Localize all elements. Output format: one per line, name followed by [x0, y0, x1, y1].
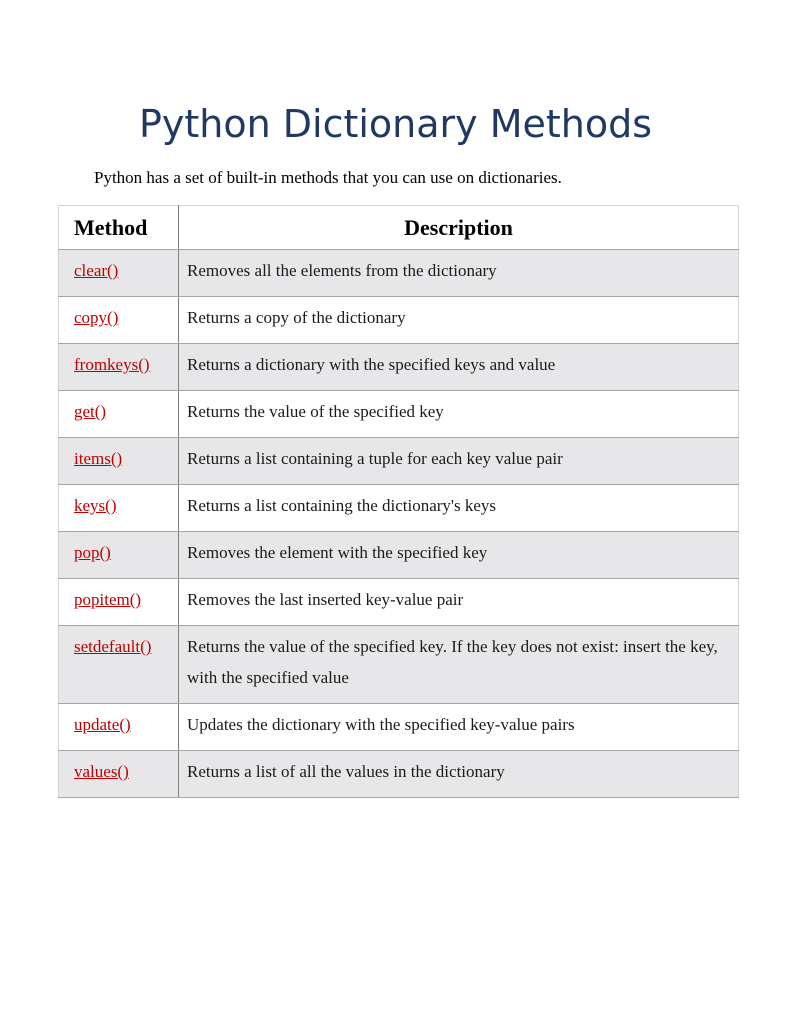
table-row — [59, 751, 739, 798]
method-link-keys[interactable]: keys() — [74, 496, 117, 515]
table-header-row — [59, 206, 739, 250]
method-link-items[interactable]: items() — [74, 449, 123, 468]
table-row — [59, 532, 739, 579]
table-row — [59, 297, 739, 344]
table-row — [59, 626, 739, 704]
method-link-setdefault[interactable]: setdefault() — [74, 637, 152, 656]
method-link-values[interactable]: values() — [74, 762, 129, 781]
intro-text: Python has a set of built-in methods that you can use on dictionaries. — [94, 168, 562, 187]
description-cell: Removes the element with the specified key — [179, 532, 739, 579]
description-cell: Updates the dictionary with the specified key-value pairs — [179, 704, 739, 751]
method-link-update[interactable]: update() — [74, 715, 131, 734]
description-cell: Returns a copy of the dictionary — [179, 297, 739, 344]
method-link-get[interactable]: get() — [74, 402, 107, 421]
methods-table — [58, 205, 739, 798]
description-cell: Returns a list containing a tuple for each key value pair — [179, 438, 739, 485]
method-cell — [59, 704, 179, 751]
description-cell: Returns a list of all the values in the dictionary — [179, 751, 739, 798]
description-cell: Returns a dictionary with the specified keys and value — [179, 344, 739, 391]
description-cell: Returns a list containing the dictionary's keys — [179, 485, 739, 532]
method-cell — [59, 751, 179, 798]
table-row — [59, 485, 739, 532]
method-link-copy[interactable]: copy() — [74, 308, 119, 327]
method-cell — [59, 250, 179, 297]
table-row — [59, 438, 739, 485]
table-body — [59, 250, 739, 798]
method-link-clear[interactable]: clear() — [74, 261, 119, 280]
method-cell — [59, 485, 179, 532]
description-cell: Removes the last inserted key-value pair — [179, 579, 739, 626]
method-cell — [59, 344, 179, 391]
description-cell: Removes all the elements from the dictionary — [179, 250, 739, 297]
header-method: Method — [59, 206, 179, 250]
table-row — [59, 391, 739, 438]
method-cell — [59, 297, 179, 344]
description-cell: Returns the value of the specified key. If the key does not exist: insert the key, with the specified value — [179, 626, 739, 704]
method-cell — [59, 391, 179, 438]
table-row — [59, 579, 739, 626]
method-link-fromkeys[interactable]: fromkeys() — [74, 355, 150, 374]
method-cell — [59, 438, 179, 485]
method-link-pop[interactable]: pop() — [74, 543, 111, 562]
table-row — [59, 250, 739, 297]
method-cell — [59, 626, 179, 704]
method-cell — [59, 579, 179, 626]
description-cell: Returns the value of the specified key — [179, 391, 739, 438]
table-row — [59, 344, 739, 391]
method-cell — [59, 532, 179, 579]
header-description: Description — [179, 206, 739, 250]
page-title: Python Dictionary Methods — [138, 102, 653, 146]
table-row — [59, 704, 739, 751]
method-link-popitem[interactable]: popitem() — [74, 590, 142, 609]
